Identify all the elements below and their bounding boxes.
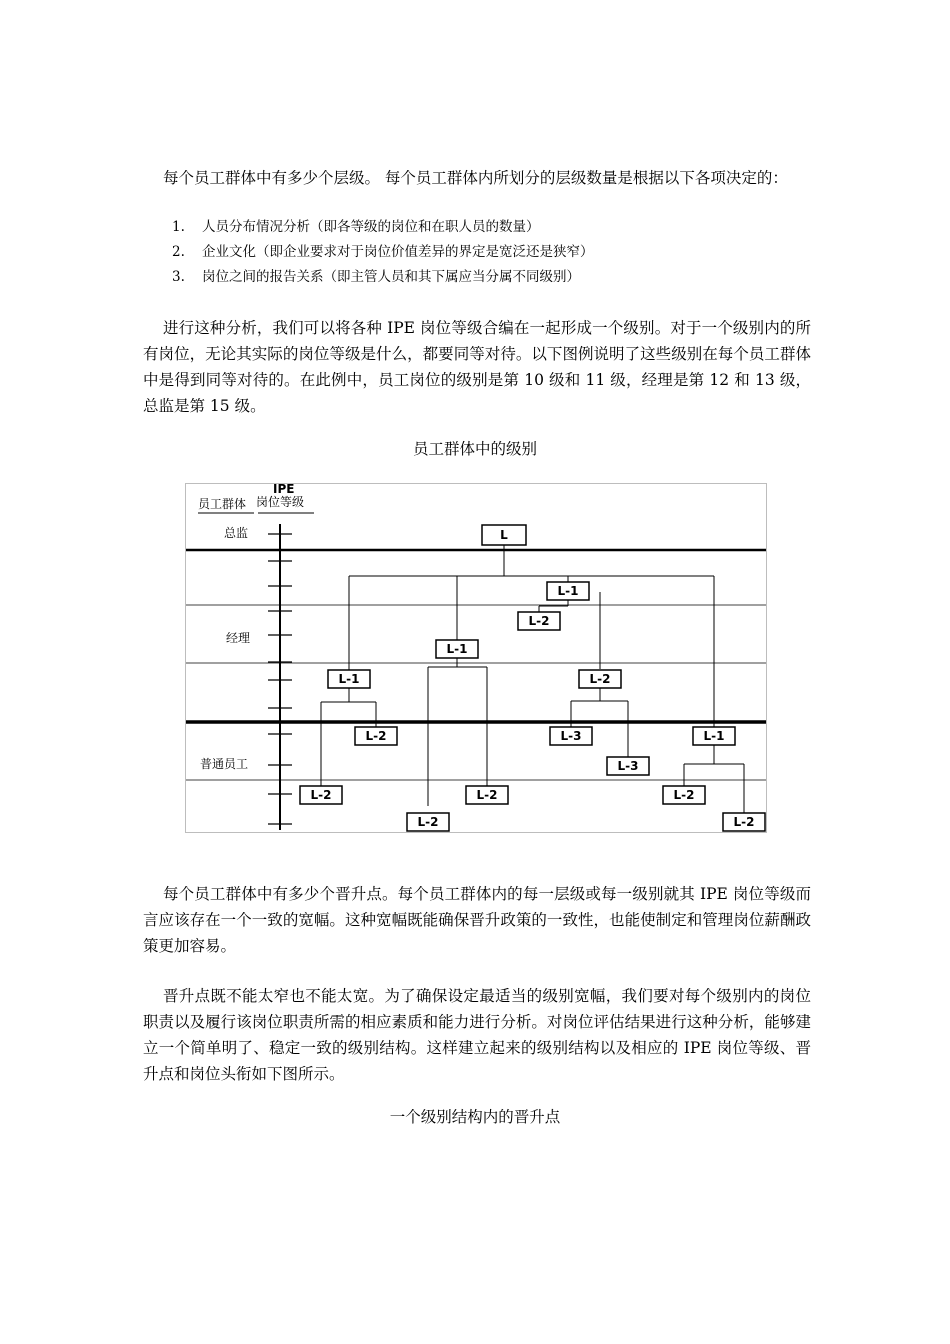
svg-text:L-2: L-2 [310,788,332,802]
node-box [328,670,370,688]
paragraph-levels-intro: 每个员工群体中有多少个层级。 每个员工群体内所划分的层级数量是根据以下各项决定的： [163,169,788,187]
svg-text:L-2: L-2 [417,815,439,829]
svg-text:L-2: L-2 [528,614,550,628]
svg-text:L-2: L-2 [589,672,611,686]
node-box [663,786,705,804]
list-item: 1. 人员分布情况分析（即各等级的岗位和在职人员的数量） [172,219,540,235]
node-box [466,786,508,804]
node-box [407,813,449,831]
paragraph-grade-merge: 进行这种分析，我们可以将各种 IPE 岗位等级合编在一起形成一个级别。对于一个级别内的所有岗位，无论其实际的岗位等级是什么，都要同等对待。以下图例说明了这些级别在每个员工群体中是得到同等对待的。在此例中，员工岗位的级别是第 10 级和 11 级，经理是第 12 和 13 级，总监是第 15 级。 [143,319,811,415]
node-box [355,727,397,745]
node-box [723,813,765,831]
svg-text:L-3: L-3 [617,759,639,773]
svg-text:L-1: L-1 [446,642,468,656]
grade-level-diagram [185,483,767,833]
svg-text:L-2: L-2 [365,729,387,743]
svg-text:L: L [500,528,508,542]
svg-text:L-1: L-1 [338,672,360,686]
svg-text:L-2: L-2 [733,815,755,829]
paragraph-promotion-points: 每个员工群体中有多少个晋升点。每个员工群体内的每一层级或每一级别就其 IPE 岗位等级而言应该存在一个一致的宽幅。这种宽幅既能确保晋升政策的一致性，也能使制定和管理岗位薪酬政策更加容易。 [143,885,811,955]
svg-text:L-2: L-2 [476,788,498,802]
svg-text:L-3: L-3 [560,729,582,743]
list-item: 3. 岗位之间的报告关系（即主管人员和其下属应当分属不同级别） [172,269,580,285]
svg-text:L-2: L-2 [673,788,695,802]
list-item: 2. 企业文化（即企业要求对于岗位价值差异的界定是宽泛还是狭窄） [172,244,594,260]
node-box [300,786,342,804]
factor-list [172,215,594,290]
svg-text:L-1: L-1 [557,584,579,598]
node-box [482,525,526,545]
group-label-staff: 普通员工 [200,757,249,771]
node-box [436,640,478,658]
header-grade-label: 岗位等级 [256,495,305,509]
header-group-label: 员工群体 [198,497,247,511]
node-box [579,670,621,688]
node-box [607,757,649,775]
group-label-director: 总监 [224,526,249,540]
node-box [518,612,560,630]
figure-caption-levels: 员工群体中的级别 [412,440,537,458]
group-label-manager: 经理 [226,631,251,645]
paragraph-band-width: 晋升点既不能太窄也不能太宽。为了确保设定最适当的级别宽幅，我们要对每个级别内的岗位职责以及履行该岗位职责所需的相应素质和能力进行分析。对岗位评估结果进行这种分析，能够建立一个简单明了、稳定一致的级别结构。这样建立起来的级别结构以及相应的 IPE 岗位等级、晋升点和岗位头衔如下图所示。 [143,987,811,1083]
node-box [550,727,592,745]
connectors [321,545,744,813]
node-box [693,727,735,745]
diagram-canvas [186,484,766,832]
svg-text:L-1: L-1 [703,729,725,743]
node-box [547,582,589,600]
header-ipe-label: IPE [273,484,295,496]
figure-caption-promotion: 一个级别结构内的晋升点 [389,1108,561,1126]
